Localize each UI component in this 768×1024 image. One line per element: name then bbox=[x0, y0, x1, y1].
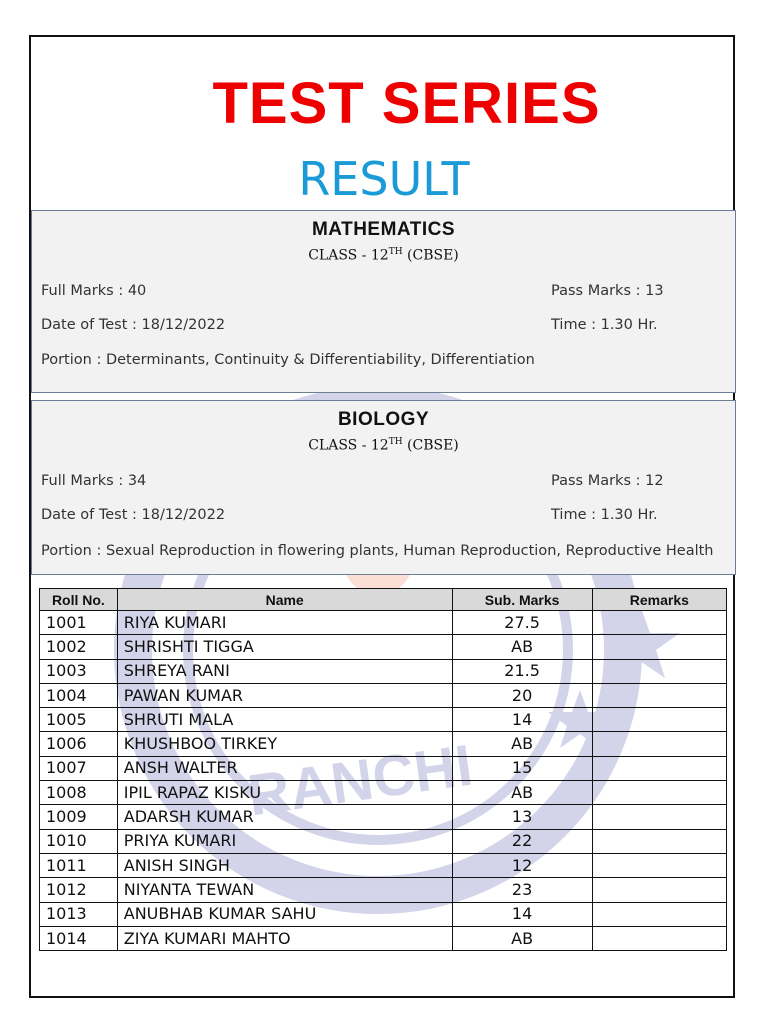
name-cell: PRIYA KUMARI bbox=[117, 829, 452, 853]
roll-no-cell: 1004 bbox=[40, 683, 118, 707]
roll-no-cell: 1007 bbox=[40, 756, 118, 780]
test-time: Time : 1.30 Hr. bbox=[551, 507, 658, 523]
marks-cell: 22 bbox=[452, 829, 592, 853]
roll-no-cell: 1012 bbox=[40, 878, 118, 902]
pass-marks: Pass Marks : 13 bbox=[551, 283, 664, 299]
table-row bbox=[40, 902, 727, 926]
results-body bbox=[40, 611, 727, 951]
header-remarks: Remarks bbox=[592, 589, 726, 611]
remarks-cell bbox=[592, 878, 726, 902]
name-cell: SHRUTI MALA bbox=[117, 708, 452, 732]
name-cell: ZIYA KUMARI MAHTO bbox=[117, 926, 452, 950]
marks-cell: 15 bbox=[452, 756, 592, 780]
remarks-cell bbox=[592, 635, 726, 659]
marks-cell: 23 bbox=[452, 878, 592, 902]
marks-cell: AB bbox=[452, 732, 592, 756]
remarks-cell bbox=[592, 805, 726, 829]
test-date: Date of Test : 18/12/2022 bbox=[41, 507, 226, 523]
class-superscript: TH bbox=[388, 437, 403, 447]
roll-no-cell: 1009 bbox=[40, 805, 118, 829]
roll-no-cell: 1014 bbox=[40, 926, 118, 950]
table-row bbox=[40, 611, 727, 635]
class-board: (CBSE) bbox=[402, 437, 459, 454]
name-cell: ADARSH KUMAR bbox=[117, 805, 452, 829]
test-portion: Portion : Sexual Reproduction in flowering plants, Human Reproduction, Reproductive Health bbox=[41, 543, 714, 559]
roll-no-cell: 1011 bbox=[40, 853, 118, 877]
class-label: CLASS - 12 bbox=[308, 247, 389, 264]
remarks-cell bbox=[592, 853, 726, 877]
roll-no-cell: 1003 bbox=[40, 659, 118, 683]
table-row bbox=[40, 732, 727, 756]
full-marks: Full Marks : 34 bbox=[41, 473, 147, 489]
table-row bbox=[40, 708, 727, 732]
full-marks: Full Marks : 40 bbox=[41, 283, 147, 299]
name-cell: KHUSHBOO TIRKEY bbox=[117, 732, 452, 756]
remarks-cell bbox=[592, 902, 726, 926]
subject-panel-biology bbox=[31, 400, 736, 575]
table-row bbox=[40, 926, 727, 950]
roll-no-cell: 1002 bbox=[40, 635, 118, 659]
name-cell: SHREYA RANI bbox=[117, 659, 452, 683]
name-cell: NIYANTA TEWAN bbox=[117, 878, 452, 902]
table-row bbox=[40, 878, 727, 902]
name-cell: ANSH WALTER bbox=[117, 756, 452, 780]
name-cell: ANUBHAB KUMAR SAHU bbox=[117, 902, 452, 926]
marks-cell: 14 bbox=[452, 708, 592, 732]
roll-no-cell: 1013 bbox=[40, 902, 118, 926]
remarks-cell bbox=[592, 829, 726, 853]
table-row bbox=[40, 756, 727, 780]
pass-marks: Pass Marks : 12 bbox=[551, 473, 664, 489]
marks-cell: 13 bbox=[452, 805, 592, 829]
table-row bbox=[40, 805, 727, 829]
marks-cell: 20 bbox=[452, 683, 592, 707]
table-row bbox=[40, 683, 727, 707]
marks-cell: 14 bbox=[452, 902, 592, 926]
remarks-cell bbox=[592, 926, 726, 950]
header-sub-marks: Sub. Marks bbox=[452, 589, 592, 611]
marks-cell: 21.5 bbox=[452, 659, 592, 683]
subject-class bbox=[32, 437, 735, 454]
table-row bbox=[40, 659, 727, 683]
test-time: Time : 1.30 Hr. bbox=[551, 317, 658, 333]
name-cell: ANISH SINGH bbox=[117, 853, 452, 877]
roll-no-cell: 1008 bbox=[40, 781, 118, 805]
subject-panel-mathematics bbox=[31, 210, 736, 393]
table-row bbox=[40, 781, 727, 805]
page-subtitle: RESULT bbox=[298, 152, 470, 206]
class-label: CLASS - 12 bbox=[308, 437, 389, 454]
table-row bbox=[40, 635, 727, 659]
watermark-text: RANCHI bbox=[243, 732, 477, 829]
remarks-cell bbox=[592, 781, 726, 805]
marks-cell: AB bbox=[452, 635, 592, 659]
marks-cell: 27.5 bbox=[452, 611, 592, 635]
marks-cell: AB bbox=[452, 781, 592, 805]
table-header-row bbox=[40, 589, 727, 611]
remarks-cell bbox=[592, 756, 726, 780]
remarks-cell bbox=[592, 732, 726, 756]
marks-cell: AB bbox=[452, 926, 592, 950]
roll-no-cell: 1005 bbox=[40, 708, 118, 732]
results-table bbox=[39, 588, 727, 951]
name-cell: SHRISHTI TIGGA bbox=[117, 635, 452, 659]
test-portion: Portion : Determinants, Continuity & Differentiability, Differentiation bbox=[41, 352, 535, 368]
remarks-cell bbox=[592, 659, 726, 683]
header-name: Name bbox=[117, 589, 452, 611]
roll-no-cell: 1010 bbox=[40, 829, 118, 853]
marks-cell: 12 bbox=[452, 853, 592, 877]
name-cell: PAWAN KUMAR bbox=[117, 683, 452, 707]
class-board: (CBSE) bbox=[402, 247, 459, 264]
class-superscript: TH bbox=[388, 247, 403, 257]
name-cell: RIYA KUMARI bbox=[117, 611, 452, 635]
test-date: Date of Test : 18/12/2022 bbox=[41, 317, 226, 333]
table-row bbox=[40, 829, 727, 853]
page-title: TEST SERIES bbox=[212, 71, 601, 136]
name-cell: IPIL RAPAZ KISKU bbox=[117, 781, 452, 805]
roll-no-cell: 1001 bbox=[40, 611, 118, 635]
table-row bbox=[40, 853, 727, 877]
subject-title: BIOLOGY bbox=[337, 409, 430, 430]
subject-class bbox=[32, 247, 735, 264]
roll-no-cell: 1006 bbox=[40, 732, 118, 756]
remarks-cell bbox=[592, 611, 726, 635]
remarks-cell bbox=[592, 708, 726, 732]
remarks-cell bbox=[592, 683, 726, 707]
header-roll-no: Roll No. bbox=[40, 589, 118, 611]
subject-title: MATHEMATICS bbox=[311, 219, 456, 240]
